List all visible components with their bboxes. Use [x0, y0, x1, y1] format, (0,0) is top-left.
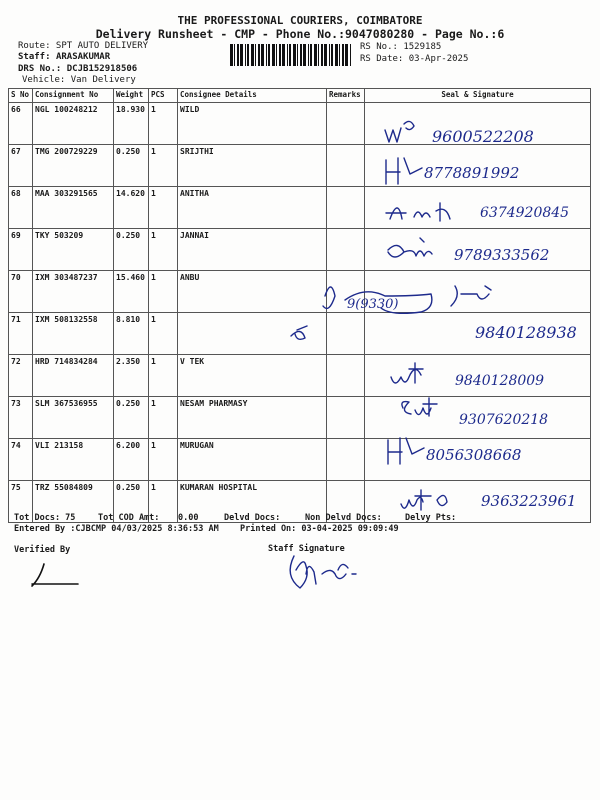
- barcode-bar: [293, 44, 296, 66]
- cell-remarks: [327, 397, 365, 439]
- cell-sno: 69: [9, 229, 33, 271]
- barcode-bar: [276, 44, 277, 66]
- cell-sno: 72: [9, 355, 33, 397]
- cell-sno: 68: [9, 187, 33, 229]
- cell-consignment: IXM 303487237: [33, 271, 114, 313]
- cell-remarks: [327, 187, 365, 229]
- barcode-bar: [303, 44, 306, 66]
- barcode-bar: [266, 44, 267, 66]
- barcode-bar: [300, 44, 302, 66]
- signature-row-72: [385, 355, 595, 395]
- cell-consignment: TKY 503209: [33, 229, 114, 271]
- col-pcs: PCS: [149, 89, 178, 103]
- cell-consignment: SLM 367536955: [33, 397, 114, 439]
- entered-by: Entered By :CJBCMP 04/03/2025 8:36:53 AM: [14, 524, 219, 534]
- barcode-bar: [279, 44, 281, 66]
- cell-consignment: NGL 100248212: [33, 103, 114, 145]
- cell-consignment: TRZ 55084809: [33, 481, 114, 523]
- signature-row-70-71: [285, 272, 595, 352]
- sig-number: 8778891992: [424, 164, 520, 182]
- barcode: [230, 44, 354, 66]
- barcode-bar: [331, 44, 333, 66]
- cell-consignee: ANITHA: [178, 187, 327, 229]
- barcode-bar: [230, 44, 233, 66]
- cell-weight: 6.200: [114, 439, 149, 481]
- cell-sno: 70: [9, 271, 33, 313]
- barcode-bar: [321, 44, 323, 66]
- barcode-bar: [324, 44, 327, 66]
- barcode-bar: [282, 44, 285, 66]
- cell-consignee: JANNAI: [178, 229, 327, 271]
- sig-number: 9789333562: [454, 246, 550, 264]
- barcode-bar: [258, 44, 260, 66]
- signature-row-67: [380, 152, 590, 192]
- cell-sno: 75: [9, 481, 33, 523]
- barcode-bar: [297, 44, 298, 66]
- sig-number: 8056308668: [426, 446, 522, 464]
- total-docs: Tot Docs: 75: [14, 513, 76, 523]
- cell-weight: 0.250: [114, 229, 149, 271]
- sig-number-a: 9(9330): [347, 297, 399, 312]
- cell-consignment: IXM 508132558: [33, 313, 114, 355]
- col-weight: Weight: [114, 89, 149, 103]
- barcode-bar: [234, 44, 235, 66]
- signature-row-73: [395, 392, 595, 432]
- barcode-bar: [335, 44, 338, 66]
- cell-pcs: 1: [149, 397, 178, 439]
- staff-name: ARASAKUMAR: [55, 52, 111, 62]
- cell-consignment: HRD 714834284: [33, 355, 114, 397]
- cell-consignee: WILD: [178, 103, 327, 145]
- barcode-bar: [310, 44, 312, 66]
- cell-weight: 0.250: [114, 145, 149, 187]
- barcode-bar: [287, 44, 288, 66]
- cell-weight: 14.620: [114, 187, 149, 229]
- cell-pcs: 1: [149, 355, 178, 397]
- col-consignment: Consignment No: [33, 89, 114, 103]
- cell-consignee: SRIJTHI: [178, 145, 327, 187]
- sig-number-b: 9840128938: [475, 323, 577, 342]
- cell-pcs: 1: [149, 229, 178, 271]
- barcode-bar: [289, 44, 291, 66]
- cell-remarks: [327, 439, 365, 481]
- cell-pcs: 1: [149, 145, 178, 187]
- sig-number: 9600522208: [432, 127, 534, 146]
- barcode-bar: [251, 44, 254, 66]
- cell-remarks: [327, 145, 365, 187]
- cell-sno: 74: [9, 439, 33, 481]
- cell-pcs: 1: [149, 313, 178, 355]
- barcode-bar: [261, 44, 264, 66]
- non-delivered-docs: Non Delvd Docs:: [305, 513, 382, 523]
- cell-consignment: MAA 303291565: [33, 187, 114, 229]
- cell-weight: 2.350: [114, 355, 149, 397]
- barcode-bar: [345, 44, 348, 66]
- barcode-bar: [342, 44, 344, 66]
- cell-pcs: 1: [149, 481, 178, 523]
- col-sno: S No: [9, 89, 33, 103]
- barcode-bar: [268, 44, 270, 66]
- cell-consignee: ANBU: [178, 271, 327, 313]
- barcode-bar: [272, 44, 275, 66]
- cell-weight: 18.930: [114, 103, 149, 145]
- col-seal-signature: Seal & Signature: [365, 89, 591, 103]
- sig-number: 9840128009: [455, 373, 545, 389]
- barcode-bar: [329, 44, 330, 66]
- sig-number: 9307620218: [459, 412, 549, 428]
- sig-number: 9363223961: [481, 492, 577, 510]
- staff-label: Staff:: [18, 52, 51, 62]
- rs-date: RS Date: 03-Apr-2025: [360, 54, 469, 64]
- cell-consignee: MURUGAN: [178, 439, 327, 481]
- barcode-bar: [237, 44, 239, 66]
- col-consignee: Consignee Details: [178, 89, 327, 103]
- table-header-row: [9, 89, 591, 103]
- vehicle: Vehicle: Van Delivery: [22, 75, 136, 85]
- cell-sno: 66: [9, 103, 33, 145]
- staff: [18, 52, 110, 62]
- cell-pcs: 1: [149, 271, 178, 313]
- barcode-bar: [314, 44, 317, 66]
- cell-pcs: 1: [149, 103, 178, 145]
- cell-consignee: V TEK: [178, 355, 327, 397]
- total-cod-value: 0.00: [178, 513, 199, 523]
- cell-consignment: TMG 200729229: [33, 145, 114, 187]
- cell-weight: 0.250: [114, 397, 149, 439]
- company-name: THE PROFESSIONAL COURIERS, COIMBATORE: [177, 14, 423, 27]
- drs-number: DRS No.: DCJB152918506: [18, 64, 138, 74]
- cell-consignee: KUMARAN HOSPITAL: [178, 481, 327, 523]
- verified-by-signature: [28, 560, 88, 590]
- barcode-bar: [240, 44, 243, 66]
- staff-signature-label: Staff Signature: [268, 544, 345, 554]
- barcode-bar: [247, 44, 249, 66]
- cell-sno: 73: [9, 397, 33, 439]
- cell-remarks: [327, 103, 365, 145]
- signature-row-68: [380, 193, 590, 233]
- cell-sno: 71: [9, 313, 33, 355]
- barcode-bar: [255, 44, 256, 66]
- cell-remarks: [327, 229, 365, 271]
- cell-remarks: [327, 355, 365, 397]
- barcode-bar: [350, 44, 351, 66]
- barcode-bar: [308, 44, 309, 66]
- verified-by-label: Verified By: [14, 545, 71, 555]
- printed-on: Printed On: 03-04-2025 09:09:49: [240, 524, 399, 534]
- cell-weight: 8.810: [114, 313, 149, 355]
- cell-consignee: NESAM PHARMASY: [178, 397, 327, 439]
- rs-number: RS No.: 1529185: [360, 42, 442, 52]
- delivery-points: Delvy Pts:: [405, 513, 457, 523]
- cell-sno: 67: [9, 145, 33, 187]
- cell-consignment: VLI 213158: [33, 439, 114, 481]
- barcode-bar: [339, 44, 340, 66]
- signature-row-69: [380, 232, 590, 272]
- route: Route: SPT AUTO DELIVERY: [18, 41, 149, 51]
- signature-row-74: [382, 432, 592, 472]
- delivered-docs: Delvd Docs:: [224, 513, 281, 523]
- cell-pcs: 1: [149, 187, 178, 229]
- col-remarks: Remarks: [327, 89, 365, 103]
- total-cod-label: Tot COD Amt:: [98, 513, 160, 523]
- cell-pcs: 1: [149, 439, 178, 481]
- cell-weight: 15.460: [114, 271, 149, 313]
- staff-signature: [282, 548, 372, 592]
- runsheet-title: Delivery Runsheet - CMP - Phone No.:9047080280 - Page No.:6: [95, 27, 505, 41]
- cell-weight: 0.250: [114, 481, 149, 523]
- barcode-bar: [245, 44, 246, 66]
- sig-number: 6374920845: [480, 205, 570, 221]
- barcode-bar: [318, 44, 319, 66]
- signature-row-66: [380, 110, 590, 150]
